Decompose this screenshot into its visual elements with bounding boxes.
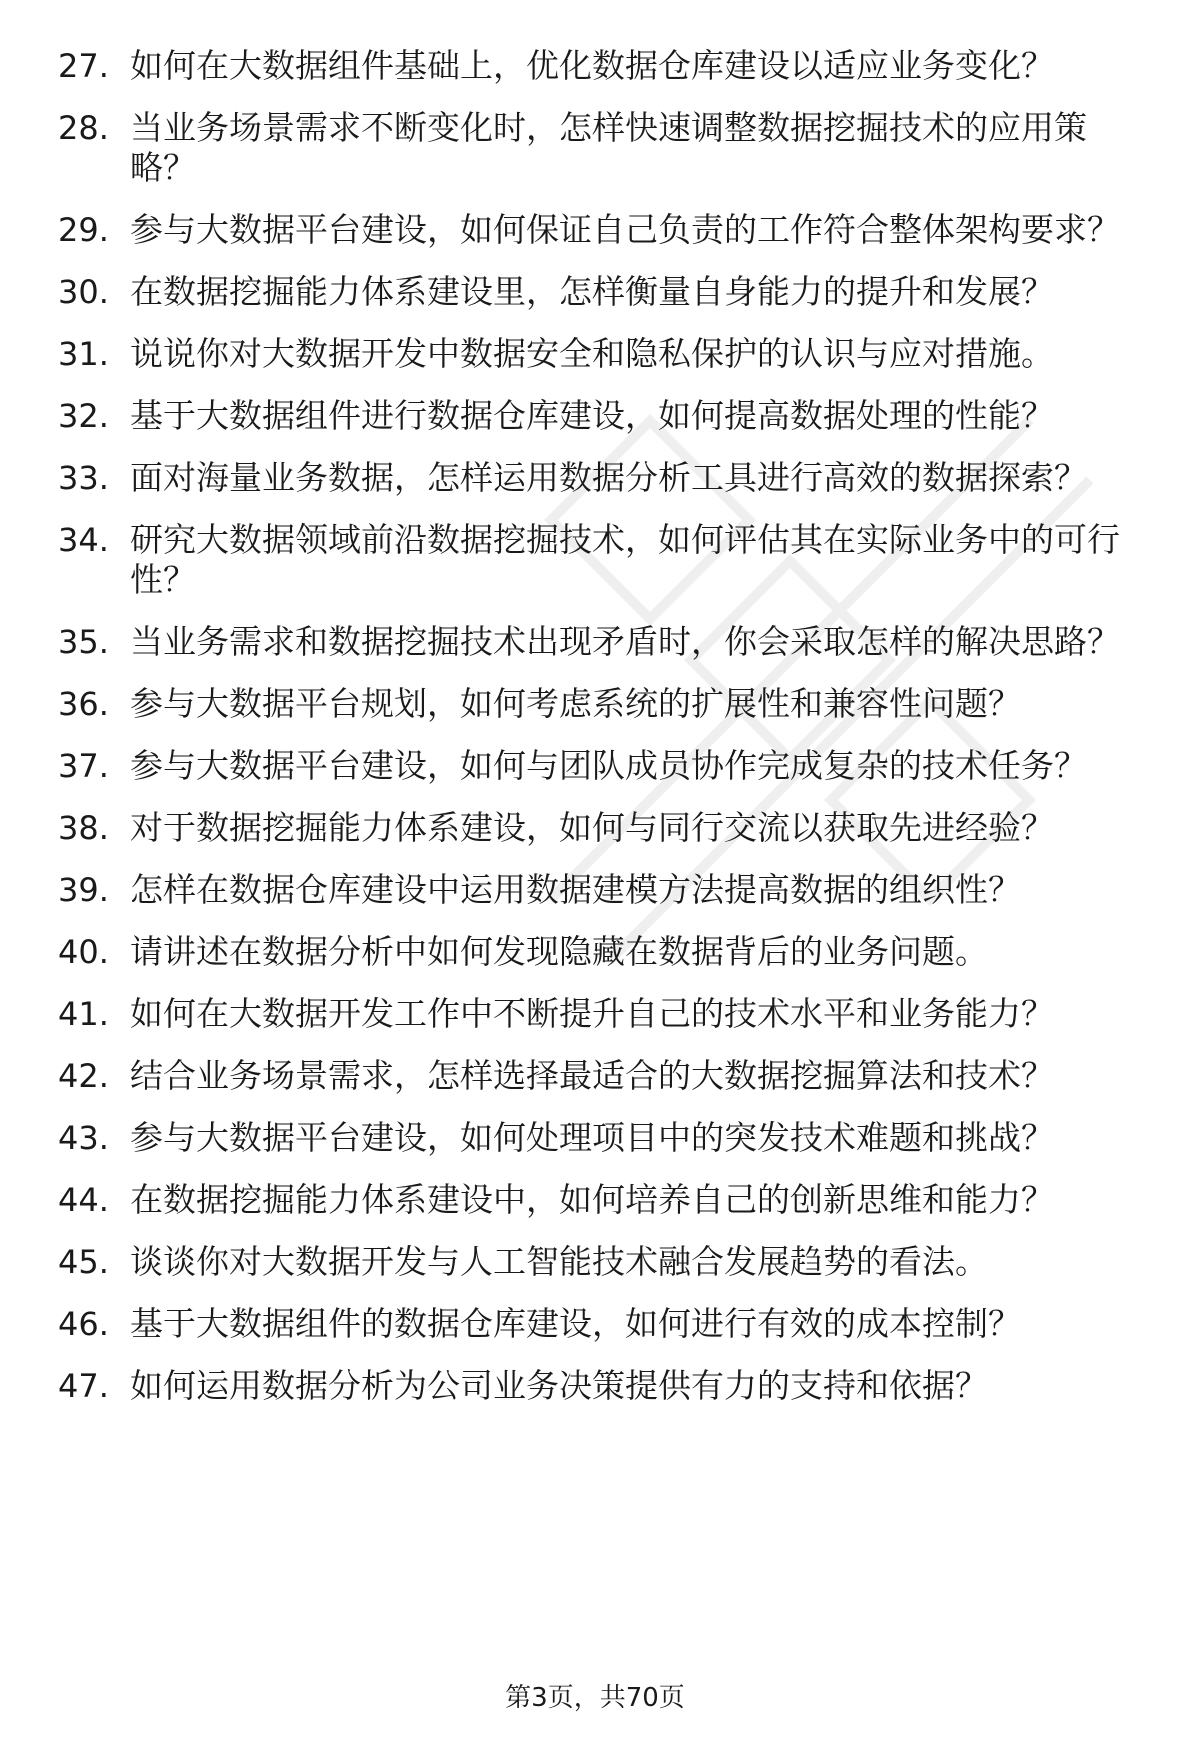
question-text: 当业务需求和数据挖掘技术出现矛盾时，你会采取怎样的解决思路？: [130, 622, 1120, 661]
list-item: [58, 458, 1148, 498]
question-text: 参与大数据平台建设，如何处理项目中的突发技术难题和挑战？: [130, 1118, 1054, 1157]
question-text: 面对海量业务数据，怎样运用数据分析工具进行高效的数据探索？: [130, 458, 1087, 497]
question-text: 如何在大数据开发工作中不断提升自己的技术水平和业务能力？: [130, 994, 1054, 1033]
list-item: [58, 1366, 1148, 1406]
question-text: 谈谈你对大数据开发与人工智能技术融合发展趋势的看法。: [130, 1242, 988, 1281]
question-number: 38.: [58, 809, 109, 847]
question-text: 当业务场景需求不断变化时，怎样快速调整数据挖掘技术的应用策略？: [130, 108, 1087, 187]
question-number: 32.: [58, 397, 109, 435]
list-item: [58, 1056, 1148, 1096]
question-text: 请讲述在数据分析中如何发现隐藏在数据背后的业务问题。: [130, 932, 988, 971]
list-item: [58, 994, 1148, 1034]
question-number: 43.: [58, 1119, 109, 1157]
question-number: 39.: [58, 871, 109, 909]
question-number: 37.: [58, 747, 109, 785]
question-text: 对于数据挖掘能力体系建设，如何与同行交流以获取先进经验？: [130, 808, 1054, 847]
question-text: 在数据挖掘能力体系建设里，怎样衡量自身能力的提升和发展？: [130, 272, 1054, 311]
list-item: [58, 334, 1148, 374]
list-item: [58, 272, 1148, 312]
question-text: 说说你对大数据开发中数据安全和隐私保护的认识与应对措施。: [130, 334, 1054, 373]
list-item: [58, 746, 1148, 786]
question-text: 基于大数据组件进行数据仓库建设，如何提高数据处理的性能？: [130, 396, 1054, 435]
question-text: 参与大数据平台建设，如何与团队成员协作完成复杂的技术任务？: [130, 746, 1087, 785]
list-item: [58, 932, 1148, 972]
question-number: 40.: [58, 933, 109, 971]
question-text: 参与大数据平台建设，如何保证自己负责的工作符合整体架构要求？: [130, 210, 1120, 249]
question-number: 29.: [58, 211, 109, 249]
question-number: 27.: [58, 47, 109, 85]
question-number: 44.: [58, 1181, 109, 1219]
question-list: [58, 46, 1148, 1428]
list-item: [58, 622, 1148, 662]
question-text: 参与大数据平台规划，如何考虑系统的扩展性和兼容性问题？: [130, 684, 1021, 723]
list-item: [58, 1118, 1148, 1158]
question-number: 45.: [58, 1243, 109, 1281]
question-text: 如何运用数据分析为公司业务决策提供有力的支持和依据？: [130, 1366, 988, 1405]
question-number: 36.: [58, 685, 109, 723]
list-item: [58, 808, 1148, 848]
page-number-footer: 第3页，共70页: [505, 1683, 685, 1713]
list-item: [58, 396, 1148, 436]
question-text: 研究大数据领域前沿数据挖掘技术，如何评估其在实际业务中的可行性？: [130, 520, 1120, 599]
list-item: [58, 870, 1148, 910]
list-item: [58, 1180, 1148, 1220]
question-number: 42.: [58, 1057, 109, 1095]
question-text: 如何在大数据组件基础上，优化数据仓库建设以适应业务变化？: [130, 46, 1054, 85]
list-item: [58, 684, 1148, 724]
question-text: 基于大数据组件的数据仓库建设，如何进行有效的成本控制？: [130, 1304, 1021, 1343]
question-text: 结合业务场景需求，怎样选择最适合的大数据挖掘算法和技术？: [130, 1056, 1054, 1095]
question-number: 30.: [58, 273, 109, 311]
question-number: 35.: [58, 623, 109, 661]
question-number: 41.: [58, 995, 109, 1033]
question-number: 28.: [58, 109, 109, 147]
list-item: [58, 520, 1148, 600]
list-item: [58, 210, 1148, 250]
list-item: [58, 1304, 1148, 1344]
list-item: [58, 46, 1148, 86]
question-number: 47.: [58, 1367, 109, 1405]
question-number: 31.: [58, 335, 109, 373]
question-text: 怎样在数据仓库建设中运用数据建模方法提高数据的组织性？: [130, 870, 1021, 909]
list-item: [58, 1242, 1148, 1282]
question-number: 46.: [58, 1305, 109, 1343]
question-text: 在数据挖掘能力体系建设中，如何培养自己的创新思维和能力？: [130, 1180, 1054, 1219]
question-number: 34.: [58, 521, 109, 559]
list-item: [58, 108, 1148, 188]
question-number: 33.: [58, 459, 109, 497]
